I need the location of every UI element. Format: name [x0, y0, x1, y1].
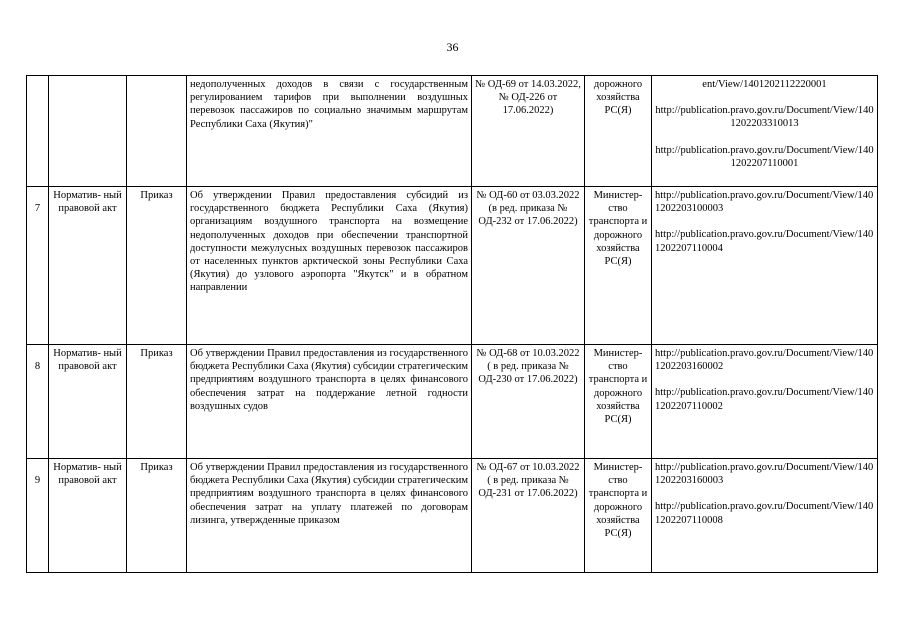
act-title: Об утверждении Правил предоставления субсидий из государственного бюджета Республики Саха (Якутия) организациям воздушного транспорта на возмещение недополученных доходов при обеспечении транспортной доступности межулусных воздушных перевозок пассажиров от населенных пунктов арктической зоны Республики Саха (Якутия) до узлового аэропорта "Якутск" и в обратном направлении	[187, 187, 472, 345]
act-kind: Приказ	[127, 187, 187, 345]
act-kind: Приказ	[127, 345, 187, 459]
act-title: Об утверждении Правил предоставления из государственного бюджета Республики Саха (Якутия) субсидии стратегическим предприятиям воздушного транспорта в целях финансового обеспечения затрат на уплату платежей по договорам лизинга, утвержденные приказом	[187, 459, 472, 573]
act-registration: № ОД-68 от 10.03.2022 ( в ред. приказа № ОД-230 от 17.06.2022)	[472, 345, 585, 459]
act-registration: № ОД-67 от 10.03.2022 ( в ред. приказа № ОД-231 от 17.06.2022)	[472, 459, 585, 573]
row-number	[27, 76, 49, 187]
act-title: недополученных доходов в связи с государственным регулированием тарифов при выполнении воздушных перевозок пассажиров по социально значимым маршрутам Республики Саха (Якутия)"	[187, 76, 472, 187]
table-row	[27, 345, 878, 459]
publication-links	[652, 187, 878, 345]
act-type: Норматив- ный правовой акт	[49, 187, 127, 345]
act-registration: № ОД-69 от 14.03.2022, № ОД-226 от 17.06.2022)	[472, 76, 585, 187]
act-type: Норматив- ный правовой акт	[49, 345, 127, 459]
publication-link[interactable]: http://publication.pravo.gov.ru/Document/View/1401202207110004	[655, 229, 874, 254]
publication-link[interactable]: http://publication.pravo.gov.ru/Document/View/1401202203160003	[655, 462, 874, 487]
publication-links	[652, 459, 878, 573]
publication-link[interactable]: http://publication.pravo.gov.ru/Document/View/1401202203100003	[655, 190, 874, 215]
row-number: 9	[27, 459, 49, 573]
act-registration: № ОД-60 от 03.03.2022 (в ред. приказа № ОД-232 от 17.06.2022)	[472, 187, 585, 345]
table-row	[27, 459, 878, 573]
issuing-body: Министер- ство транспорта и дорожного хозяйства РС(Я)	[585, 459, 652, 573]
issuing-body: Министер- ство транспорта и дорожного хозяйства РС(Я)	[585, 187, 652, 345]
act-kind: Приказ	[127, 459, 187, 573]
publication-link[interactable]: ent/View/1401202112220001	[702, 79, 827, 90]
publication-link[interactable]: http://publication.pravo.gov.ru/Document/View/1401202203310013	[655, 105, 874, 130]
act-title: Об утверждении Правил предоставления из государственного бюджета Республики Саха (Якутия) субсидии стратегическим предприятиям воздушного транспорта в целях финансового обеспечения затрат на поддержание летной годности воздушных судов	[187, 345, 472, 459]
publication-link[interactable]: http://publication.pravo.gov.ru/Document/View/1401202203160002	[655, 348, 874, 373]
act-type	[49, 76, 127, 187]
table-row	[27, 187, 878, 345]
publication-links	[652, 76, 878, 187]
publication-link[interactable]: http://publication.pravo.gov.ru/Document/View/1401202207110002	[655, 387, 874, 412]
document-table	[26, 75, 878, 573]
publication-links	[652, 345, 878, 459]
issuing-body: дорожного хозяйства РС(Я)	[585, 76, 652, 187]
act-type: Норматив- ный правовой акт	[49, 459, 127, 573]
act-kind	[127, 76, 187, 187]
page-number: 36	[446, 40, 459, 54]
table-row	[27, 76, 878, 187]
issuing-body: Министер- ство транспорта и дорожного хозяйства РС(Я)	[585, 345, 652, 459]
row-number: 7	[27, 187, 49, 345]
publication-link[interactable]: http://publication.pravo.gov.ru/Document/View/1401202207110001	[655, 144, 874, 169]
row-number: 8	[27, 345, 49, 459]
publication-link[interactable]: http://publication.pravo.gov.ru/Document/View/1401202207110008	[655, 501, 874, 526]
